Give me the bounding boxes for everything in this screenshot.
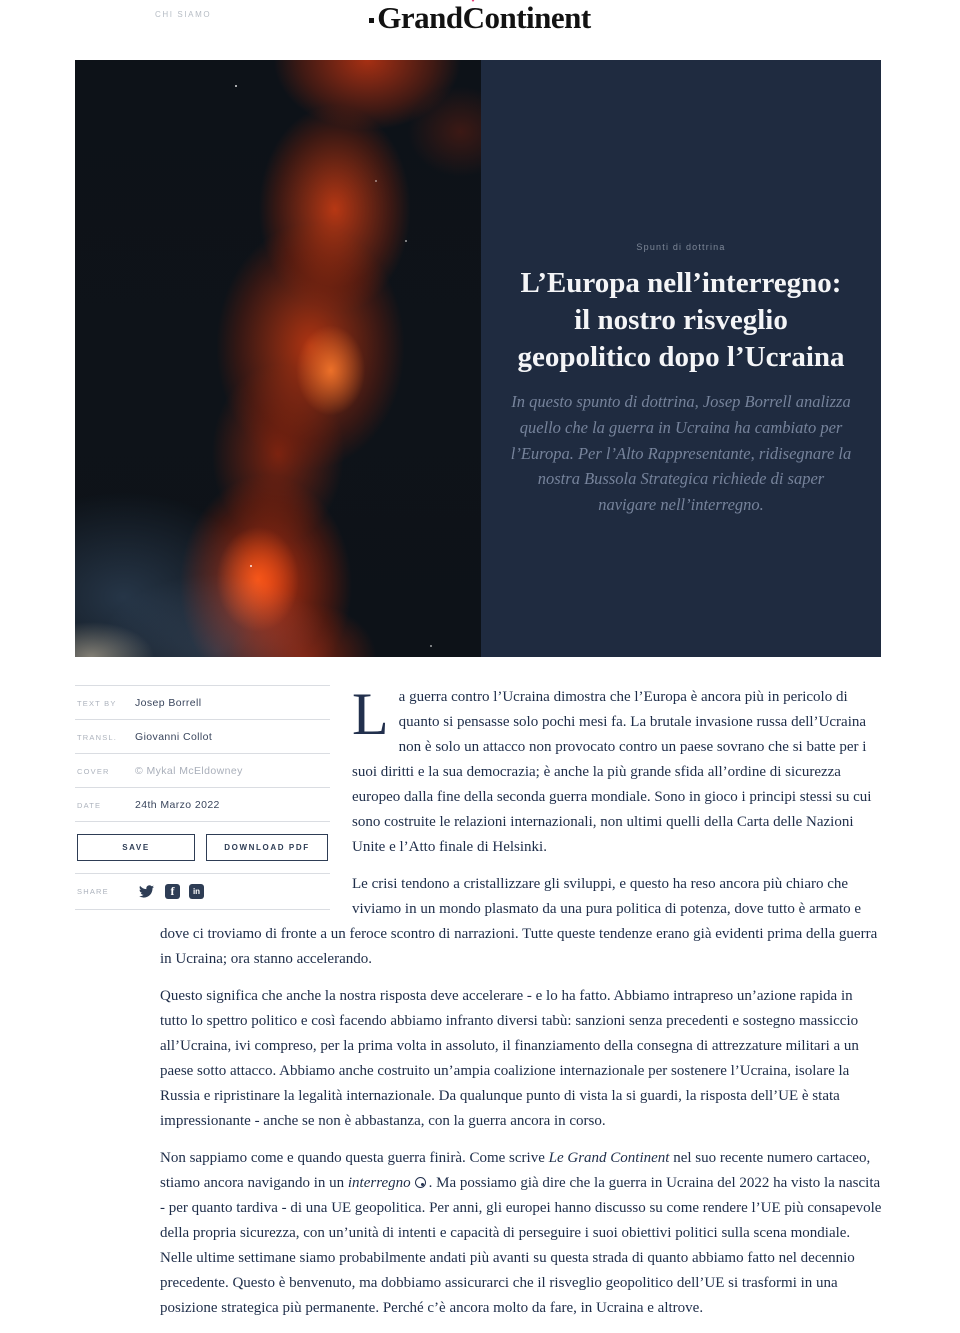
- meta-label: COVER: [77, 767, 110, 776]
- logo-text-grand: Grand: [377, 0, 463, 35]
- logo-accent-icon: [469, 0, 477, 2]
- logo-text-continent-wrap: [463, 0, 591, 36]
- save-button[interactable]: SAVE: [77, 834, 195, 861]
- paragraph-4-text: . Ma possiamo già dire che la guerra in Ucraina del 2022 ha visto la nascita - per quanto tardiva - di una UE geopolitica. Per anni, gli europei hanno discusso su come rendere l’UE più consapevole della propria sicurezza, con un’unità di intenti e capacità di perseguire i suoi obiettivi politici sulla scena mondiale. Nelle ultime settimane siamo probabilmente andati più avanti su questa strada di quanto abbiamo fatto nel decennio precedente. Questo è benvenuto, ma dobbiamo assicurarci che il risveglio geopolitico dell’UE si trasformi in una posizione strategica più permanente. Perché c’è ancora molto da fare, in Ucraina e altrove.: [160, 1175, 882, 1316]
- site-header: [0, 0, 960, 60]
- meta-label: TEXT BY: [77, 699, 117, 708]
- paragraph-4-text: Non sappiamo come e quando questa guerra finirà. Come scrive: [160, 1150, 549, 1166]
- meta-label: DATE: [77, 801, 102, 810]
- paragraph-3: Questo significa che anche la nostra risposta deve accelerare - e lo ha fatto. Abbiamo intrapreso un’azione rapida in tutto lo spettro politico e così facendo abbiamo infranto diversi tabù: sanzioni senza precedenti e sostegno massiccio all’Ucraina, ivi compreso, per la prima volta in assoluto, il finanziamento della consegna di attrezzature militari a un paese sotto attacco. Abbiamo anche costruito un’ampia coalizione internazionale per sostenere l’Ucraina, isolare la Russia e ripristinare la legalità internazionale. Da qualunque punto di vista la si guardi, la risposta dell’UE è stata impressionante - anche se non è abbastanza, con la guerra ancora in corso.: [160, 988, 859, 1129]
- paragraph-4: [160, 1146, 882, 1321]
- article-standfirst: In questo spunto di dottrina, Josep Borrell analizza quello che la guerra in Ucraina ha cambiato per l’Europa. Per l’Alto Rappresentante, ridisegnare la nostra Bussola Strategica richiede di saper navigare nell’interregno.: [510, 392, 852, 514]
- cover-image: [75, 60, 481, 657]
- dropcap: L: [352, 681, 389, 747]
- facebook-icon[interactable]: f: [165, 884, 180, 899]
- meta-value-translator: Giovanni Collot: [135, 731, 213, 743]
- logo-square-mark: [369, 18, 374, 23]
- meta-value-date: 24th Marzo 2022: [135, 799, 220, 811]
- meta-value-author: Josep Borrell: [135, 697, 202, 709]
- paragraph-1-text: a guerra contro l’Ucraina dimostra che l’Europa è ancora più in pericolo di quanto si pensasse solo pochi mesi fa. La brutale invasione russa dell’Ucraina non è solo un attacco non provocato contro un paese sovrano che si batte per i suoi diritti e la sua democrazia; è anche la più grande sfida all’ordine di sicurezza europeo dalla fine della seconda guerra mondiale. Sono in gioco i principi stessi su cui sono costruite le relazioni internazionali, non ultimi quelli della Carta delle Nazioni Unite e l’Atto finale di Helsinki.: [352, 689, 872, 855]
- journal-name-italic: Le Grand Continent: [548, 1150, 670, 1166]
- meta-card-spacer: [160, 685, 352, 900]
- hero-title-panel: [481, 60, 881, 657]
- category-kicker: Spunti di dottrina: [636, 242, 726, 252]
- meta-label: TRANSL.: [77, 733, 118, 742]
- site-logo[interactable]: [0, 0, 960, 36]
- article-title: L’Europa nell’interregno: il nostro risveglio geopolitico dopo l’Ucraina: [517, 267, 845, 373]
- linkedin-icon[interactable]: in: [189, 884, 204, 899]
- hero-section: [75, 60, 881, 657]
- interregno-italic: interregno: [347, 1175, 411, 1191]
- paragraph-2: Le crisi tendono a cristallizzare gli sviluppi, e questo ha reso ancora più chiaro che viviamo in un mondo plasmato da una pura politica di potenza, dove tutto è armato e dove ci troviamo di fronte a un feroce scontro di narrazioni. Tutte queste tendenze erano già evidenti prima della guerra in Ucraina; ora stanno accelerando.: [160, 876, 878, 967]
- article-body: [0, 681, 960, 1333]
- download-pdf-button[interactable]: DOWNLOAD PDF: [206, 834, 328, 861]
- share-label: SHARE: [77, 887, 109, 896]
- star-dots: [235, 85, 237, 87]
- meta-value-cover-credit: © Mykal McEldowney: [135, 765, 243, 777]
- paragraph-4-text: nel suo recente numero cartaceo, stiamo ancora navigando in un: [160, 1150, 871, 1191]
- logo-text-continent: Continent: [462, 0, 591, 35]
- nav-chi-siamo-link[interactable]: CHI SIAMO: [155, 10, 212, 19]
- footnote-link-icon[interactable]: [415, 1177, 426, 1188]
